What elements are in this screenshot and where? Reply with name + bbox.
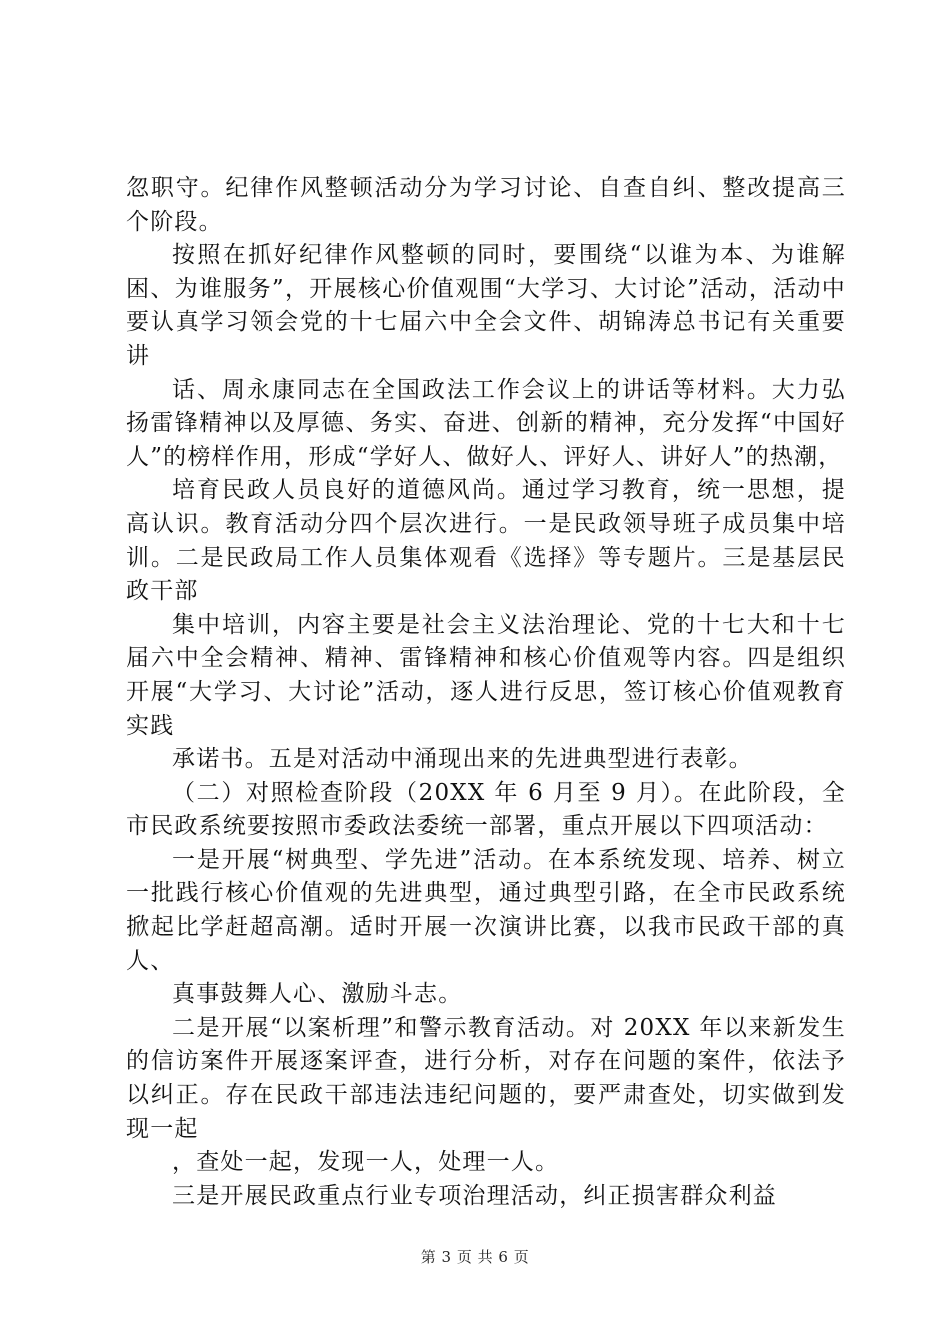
- paragraph: 话、周永康同志在全国政法工作会议上的讲话等材料。大力弘扬雷锋精神以及厚德、务实、奋进、创新的精神，充分发挥“中国好人”的榜样作用，形成“学好人、做好人、评好人、讲好人”的热潮，: [126, 376, 846, 470]
- paragraph: 承诺书。五是对活动中涌现出来的先进典型进行表彰。: [172, 746, 753, 773]
- page-number-label: 第 3 页 共 6 页: [420, 1248, 530, 1266]
- paragraph: ，查处一起，发现一人，处理一人。: [172, 1149, 560, 1176]
- paragraph: 培育民政人员良好的道德风尚。通过学习教育，统一思想，提高认识。教育活动分四个层次进行。一是民政领导班子成员集中培训。二是民政局工作人员集体观看《选择》等专题片。三是基层民政干部: [126, 477, 846, 605]
- paragraph: 按照在抓好纪律作风整顿的同时，要围绕“以谁为本、为谁解困、为谁服务”，开展核心价值观围“大学习、大讨论”活动，活动中要认真学习领会党的十七届六中全会文件、胡锦涛总书记有关重要讲: [126, 242, 846, 369]
- page-footer: [0, 1246, 950, 1267]
- paragraph: 忽职守。纪律作风整顿活动分为学习讨论、自查自纠、整改提高三个阶段。: [126, 175, 846, 235]
- paragraph: 集中培训，内容主要是社会主义法治理论、党的十七大和十七届六中全会精神、精神、雷锋精神和核心价值观等内容。四是组织开展“大学习、大讨论”活动，逐人进行反思，签订核心价值观教育实践: [126, 611, 846, 739]
- paragraph: 二是开展“以案析理”和警示教育活动。对 20XX 年以来新发生的信访案件开展逐案评查，进行分析，对存在问题的案件，依法予以纠正。存在民政干部违法违纪问题的，要严肃查处，切实做到发现一起: [126, 1014, 846, 1142]
- document-body: [126, 172, 846, 1213]
- paragraph: 真事鼓舞人心、激励斗志。: [172, 981, 463, 1008]
- paragraph: （二）对照检查阶段（20XX 年 6 月至 9 月）。在此阶段，全市民政系统要按照市委政法委统一部署，重点开展以下四项活动：: [126, 779, 846, 840]
- paragraph: 一是开展“树典型、学先进”活动。在本系统发现、培养、树立一批践行核心价值观的先进典型，通过典型引路，在全市民政系统掀起比学赶超高潮。适时开展一次演讲比赛，以我市民政干部的真人、: [126, 846, 846, 974]
- paragraph: 三是开展民政重点行业专项治理活动，纠正损害群众利益: [172, 1182, 777, 1209]
